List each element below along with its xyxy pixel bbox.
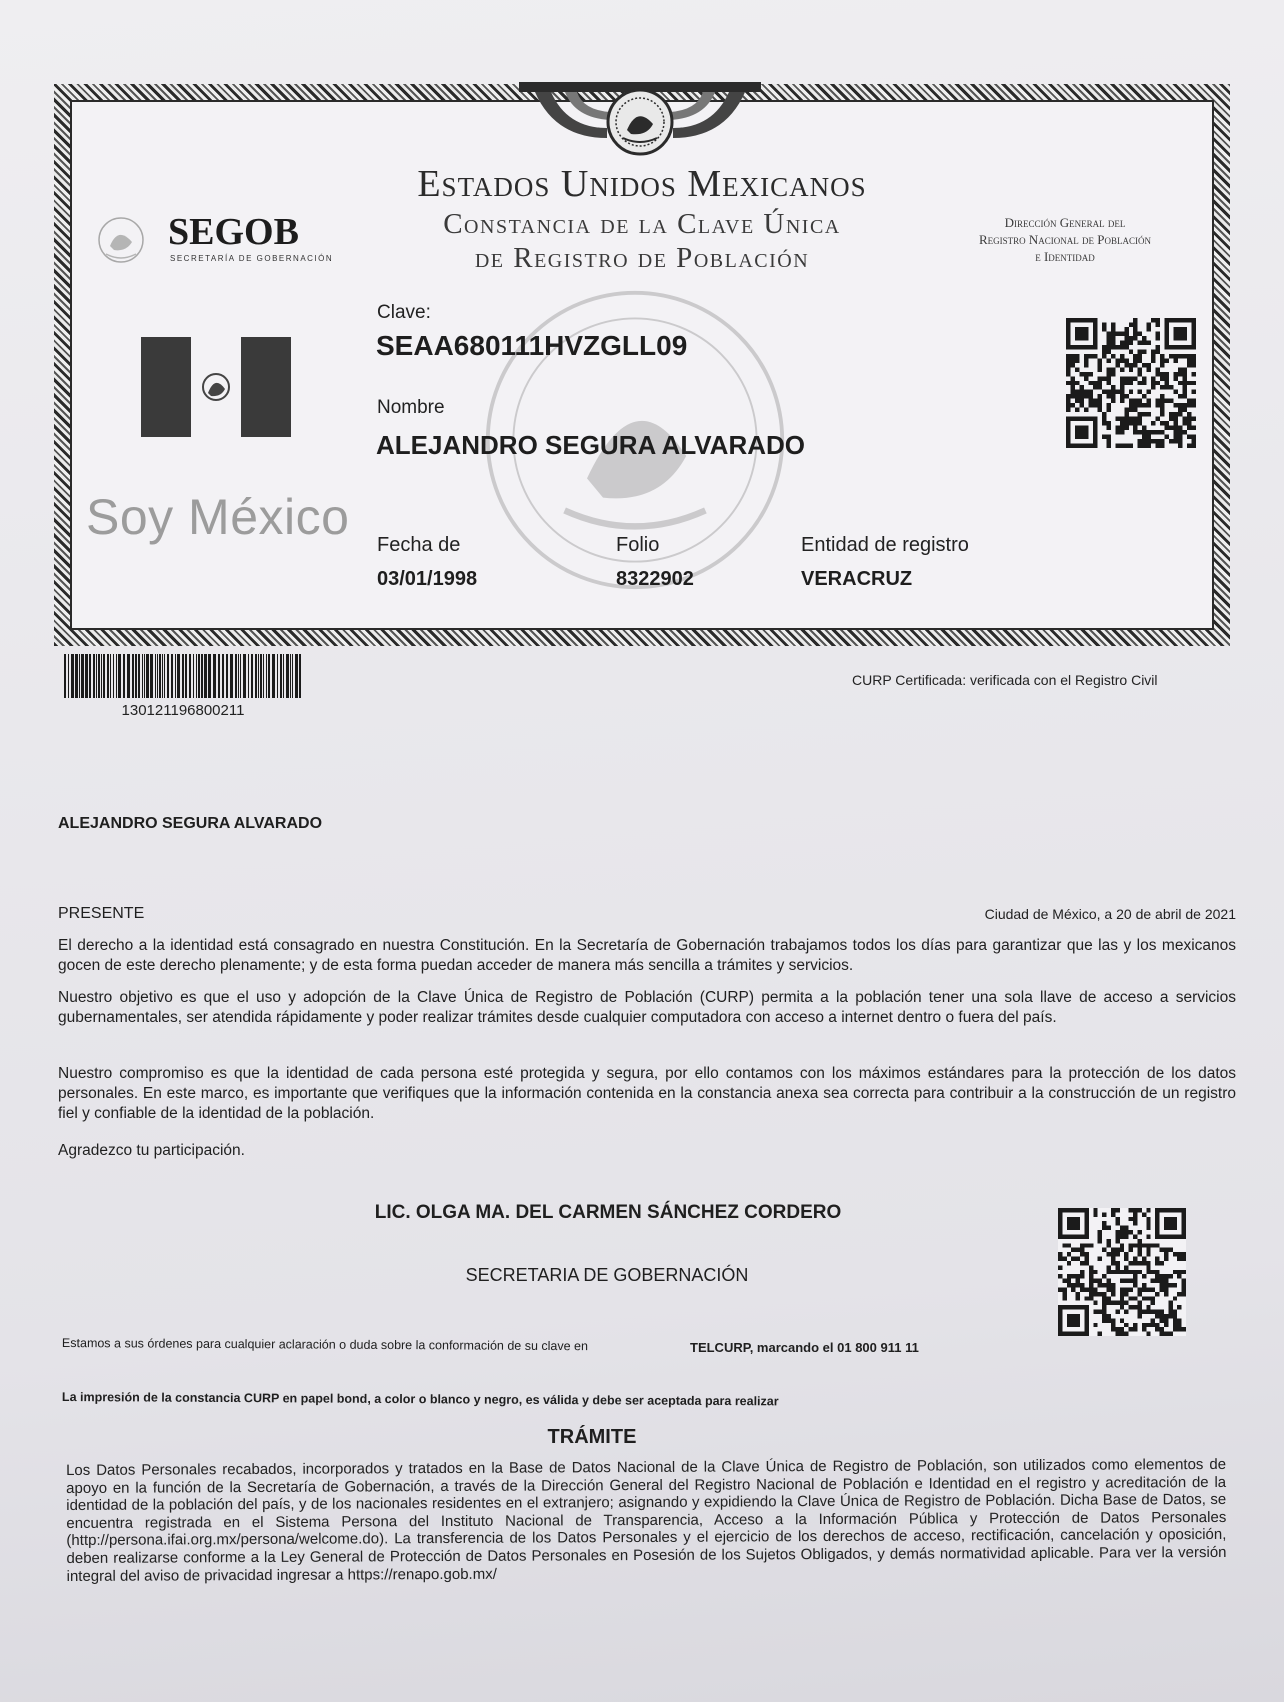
title-constancia: Constancia de la Clave Única <box>443 208 841 240</box>
clave-label: Clave: <box>377 302 431 323</box>
letter-paragraph-2: Nuestro objetivo es que el uso y adopción de la Clave Única de Registro de Población (CURP) permita a la población tener una sola llave de acceso a servicios gubernamentales, ser atendida rápidamente y poder realizar trámites desde cualquier computadora con acceso a internet dentro o fuera del país. <box>58 989 1236 1026</box>
privacy-notice: Los Datos Personales recabados, incorporados y tratados en la Base de Datos Nacional de la Clave Única de Registro de Población, son utilizados como elementos de apoyo en la función de la Secretaría de Gobernación, a través de la Dirección General del Registro Nacional de Población e Identidad en el registro y acreditación de la identidad de la población del país, y de los nacionales residentes en el extranjero; asignando y expidiendo la Clave Única de Registro de Población. Dicha Base de Datos, se encuentra registrada en el Sistema Persona del Instituto Nacional de Transparencia, Acceso a la Información Pública y Protección de Datos Personales (http://persona.ifai.org.mx/persona/welcome.do). La transferencia de los Datos Personales y el ejercicio de los derechos de acceso, rectificación, cancelación y oposición, deben realizarse conforme a la Ley General de Protección de Datos Personales en Posesión de los Sujetos Obligados, y demás normatividad aplicable. Para ver la versión integral del aviso de privacidad ingresar a https://renapo.gob.mx/ <box>66 1455 1227 1585</box>
signer-name: LIC. OLGA MA. DEL CARMEN SÁNCHEZ CORDERO <box>374 1202 842 1223</box>
signer-title: SECRETARIA DE GOBERNACIÓN <box>465 1265 749 1285</box>
title-estados-unidos-mexicanos: Estados Unidos Mexicanos <box>417 163 867 205</box>
fecha-value: 03/01/1998 <box>377 568 478 590</box>
mexican-flag-icon <box>141 337 291 437</box>
validity-note: La impresión de la constancia CURP en papel bond, a color o blanco y negro, es válida y debe ser aceptada para realizar <box>61 1390 779 1409</box>
entidad-value: VERACRUZ <box>801 568 913 590</box>
clave-value: SEAA680111HVZGLL09 <box>376 330 688 361</box>
telcurp-phone: TELCURP, marcando el 01 800 911 11 <box>690 1340 919 1355</box>
barcode-icon <box>62 654 304 698</box>
soy-mexico-watermark: Soy México <box>86 489 350 545</box>
tramite-heading: TRÁMITE <box>547 1426 637 1448</box>
segob-eagle-icon <box>96 214 146 266</box>
title-registro-poblacion: de Registro de Población <box>474 242 810 274</box>
barcode-number: 130121196800211 <box>121 702 245 719</box>
thanks-line: Agradezco tu participación. <box>58 1142 245 1159</box>
nombre-value: ALEJANDRO SEGURA ALVARADO <box>376 430 806 460</box>
segob-subtitle: SECRETARÍA DE GOBERNACIÓN <box>170 254 334 263</box>
place-date: Ciudad de México, a 20 de abril de 2021 <box>984 906 1236 922</box>
folio-value: 8322902 <box>616 568 694 590</box>
folio-label: Folio <box>616 534 660 556</box>
direccion-general-line3: e Identidad <box>1035 249 1095 264</box>
direccion-general-line1: Dirección General del <box>1004 215 1126 230</box>
contact-text: Estamos a sus órdenes para cualquier aclaración o duda sobre la conformación de su clave en <box>61 1336 589 1354</box>
segob-logo-text: SEGOB <box>168 211 299 253</box>
eagle-crest-emblem <box>515 78 765 160</box>
qr-code-icon <box>1066 318 1196 448</box>
direccion-general-line2: Registro Nacional de Población <box>978 232 1152 247</box>
letter-paragraph-1: El derecho a la identidad está consagrado en nuestra Constitución. En la Secretaría de Gobernación trabajamos todos los días para garantizar que las y los mexicanos gocen de este derecho plenamente; y de esta forma puedan acceder de manera más sencilla a trámites y servicios. <box>58 937 1236 974</box>
curp-certificada-note: CURP Certificada: verificada con el Registro Civil <box>852 672 1158 688</box>
presente-label: PRESENTE <box>58 905 145 922</box>
letter-recipient: ALEJANDRO SEGURA ALVARADO <box>58 815 323 832</box>
entidad-label: Entidad de registro <box>801 534 969 556</box>
nombre-label: Nombre <box>377 397 445 418</box>
signature-qr-code-icon <box>1058 1208 1186 1336</box>
fecha-label: Fecha de <box>377 534 461 556</box>
letter-paragraph-3: Nuestro compromiso es que la identidad de cada persona esté protegida y segura, por ello contamos con los máximos estándares para la protección de los datos personales. En este marco, es importante que verifiques que la información contenida en la constancia anexa sea correcta para contribuir a la construcción de un registro fiel y confiable de la identidad de la población. <box>58 1065 1236 1122</box>
